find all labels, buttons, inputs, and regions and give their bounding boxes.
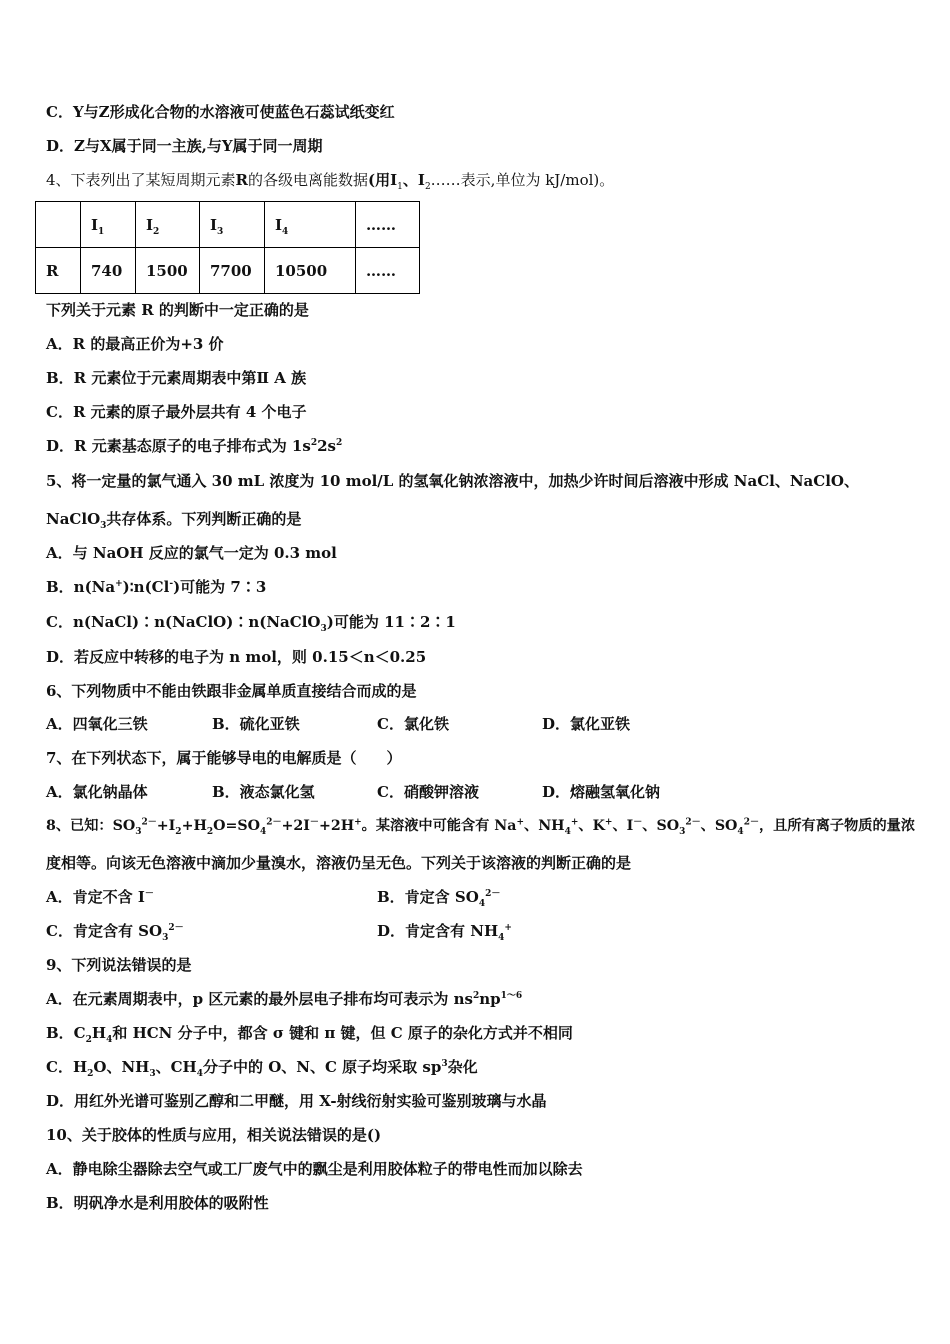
q8-stem-line2: 度相等。向该无色溶液中滴加少量溴水，溶液仍呈无色。下列关于该溶液的判断正确的是 — [46, 854, 632, 872]
q4-option-b[interactable]: B．R 元素位于元素周期表中第Ⅱ A 族 — [46, 369, 307, 387]
sup: + — [604, 817, 613, 828]
t: 、CH — [155, 1058, 197, 1076]
q6-option-a[interactable]: A．四氧化三铁 — [46, 715, 148, 733]
table-header-cell — [265, 202, 356, 248]
sub: 3 — [679, 826, 686, 837]
sub: 4 — [259, 826, 267, 837]
q6-stem: 6、下列物质中不能由铁跟非金属单质直接结合而成的是 — [46, 682, 417, 700]
sub: 4 — [737, 826, 744, 837]
q3-option-c[interactable]: C．Y与Z形成化合物的水溶液可使蓝色石蕊试纸变红 — [46, 103, 395, 121]
t: 分子中的 O、N、C 原子均采取 sp — [203, 1058, 442, 1076]
q5-option-a[interactable]: A．与 NaOH 反应的氯气一定为 0.3 mol — [46, 544, 337, 562]
q6-option-d[interactable]: D．氯化亚铁 — [542, 715, 631, 733]
sup: + — [115, 579, 123, 589]
t: +2I — [281, 818, 310, 834]
sub: 3 — [149, 1069, 156, 1079]
q4-stem-part: 、I — [402, 171, 425, 189]
q7-option-a[interactable]: A．氯化钠晶体 — [46, 783, 148, 801]
table-cell: 10500 — [265, 248, 356, 294]
t: B．C — [46, 1024, 86, 1042]
t: C．H — [46, 1058, 88, 1076]
sup: + — [504, 923, 512, 933]
sub: 4 — [106, 1035, 113, 1045]
q5-stem-text: 共存体系。下列判断正确的是 — [106, 510, 302, 528]
q4-question: 下列关于元素 R 的判断中一定正确的是 — [46, 301, 309, 319]
q5-stem-text: NaClO — [46, 510, 101, 528]
sup: 2－ — [685, 817, 701, 828]
t: +2H — [318, 818, 355, 834]
t: B．肯定含 SO — [377, 888, 479, 906]
q4-stem-sub: 1 — [397, 182, 403, 192]
t: 、NH — [524, 818, 565, 834]
sub: 2 — [175, 826, 182, 837]
table-row — [36, 248, 420, 294]
sub: 2 — [85, 1035, 92, 1045]
header-label: I — [275, 215, 283, 234]
sub: 3 — [320, 624, 327, 634]
table-header-cell: …… — [356, 202, 420, 248]
sub: 3 — [162, 933, 169, 943]
t: +I — [156, 818, 176, 834]
table-cell: R — [36, 248, 81, 294]
q4-stem-part: 的各级电离能数据 — [248, 171, 369, 189]
q7-option-b[interactable]: B．液态氯化氢 — [212, 783, 315, 801]
sup: － — [144, 889, 154, 899]
header-sub: 2 — [153, 226, 160, 237]
sup: 3 — [441, 1059, 448, 1069]
q8-stem-line1 — [46, 816, 916, 837]
t: C．肯定含有 SO — [46, 922, 163, 940]
q5-option-b-text: )∶n(Cl — [122, 578, 170, 596]
q9-option-d[interactable]: D．用红外光谱可鉴别乙醇和二甲醚，用 X-射线衍射实验可鉴别玻璃与水晶 — [46, 1092, 547, 1110]
q4-stem — [46, 170, 910, 190]
t: 、SO — [700, 818, 738, 834]
sub: 4 — [498, 933, 505, 943]
t: 、SO — [642, 818, 680, 834]
q5-option-c[interactable] — [46, 612, 910, 632]
table-header-cell — [81, 202, 136, 248]
q5-stem-line1: 5、将一定量的氯气通入 30 mL 浓度为 10 mol/L 的氢氧化钠浓溶液中，加热少许时间后溶液中形成 NaCl、NaClO、 — [46, 472, 859, 490]
q4-option-d-text: D．R 元素基态原子的电子排布式为 1s — [46, 437, 311, 455]
header-sub: 1 — [98, 226, 105, 237]
q4-stem-sub: 2 — [424, 182, 431, 192]
t: np — [479, 990, 501, 1008]
header-label: I — [91, 215, 99, 234]
t: A．在元素周期表中，p 区元素的最外层电子排布均可表示为 ns — [46, 990, 473, 1008]
q9-option-b[interactable] — [46, 1023, 910, 1043]
sup: + — [354, 817, 362, 828]
t: ，且所有离子物质的量浓 — [758, 818, 916, 834]
q10-stem: 10、关于胶体的性质与应用，相关说法错误的是() — [46, 1126, 382, 1144]
q4-stem-element: R — [235, 171, 249, 189]
table-cell: 740 — [81, 248, 136, 294]
t: 8、已知：SO — [46, 818, 136, 834]
table-cell: 7700 — [200, 248, 265, 294]
sup: 2－ — [141, 817, 157, 828]
q10-option-b[interactable]: B．明矾净水是利用胶体的吸附性 — [46, 1194, 269, 1212]
t: H — [91, 1024, 107, 1042]
sup: － — [309, 817, 319, 828]
q10-option-a[interactable]: A．静电除尘器除去空气或工厂废气中的飘尘是利用胶体粒子的带电性而加以除去 — [46, 1160, 583, 1178]
sup: 2 — [472, 991, 480, 1001]
q9-option-a[interactable] — [46, 989, 910, 1009]
q4-option-a[interactable]: A．R 的最高正价为+3 价 — [46, 335, 224, 353]
q7-option-c[interactable]: C．硝酸钾溶液 — [377, 783, 479, 801]
t: D．肯定含有 NH — [377, 922, 499, 940]
t: 、K — [578, 818, 605, 834]
header-label: I — [210, 215, 218, 234]
sup: - — [169, 579, 174, 589]
sup: 1～6 — [500, 991, 523, 1001]
q8-option-c[interactable] — [46, 921, 184, 941]
q8-option-b[interactable] — [377, 887, 500, 907]
q6-option-c[interactable]: C．氯化铁 — [377, 715, 449, 733]
q4-stem-part: (用 — [368, 171, 391, 189]
ionization-energy-table — [35, 201, 420, 294]
sub: 2 — [87, 1069, 94, 1079]
sub: 3 — [100, 521, 107, 531]
q8-option-a[interactable] — [46, 887, 154, 907]
sup: 2－ — [168, 923, 184, 933]
q8-option-d[interactable] — [377, 921, 512, 941]
sup: + — [516, 817, 524, 828]
sup: 2 — [310, 438, 318, 448]
sup: 2 — [335, 438, 343, 448]
q4-stem-part: I — [390, 171, 398, 189]
sup: 2－ — [266, 817, 282, 828]
q5-option-b[interactable] — [46, 577, 910, 597]
t: 杂化 — [447, 1058, 478, 1076]
q5-option-d[interactable]: D．若反应中转移的电子为 n mol，则 0.15＜n＜0.25 — [46, 648, 427, 666]
t: O、NH — [93, 1058, 150, 1076]
q4-option-c[interactable]: C．R 元素的原子最外层共有 4 个电子 — [46, 403, 307, 421]
t: O=SO — [213, 818, 260, 834]
q5-option-b-text: )可能为 7∶3 — [173, 578, 267, 596]
sub: 2 — [206, 826, 214, 837]
table-header-row — [36, 202, 420, 248]
sup: 2－ — [743, 817, 759, 828]
sup: + — [570, 817, 579, 828]
q4-option-d[interactable] — [46, 436, 910, 456]
q4-stem-part: ……表示,单位为 kJ/mol)。 — [430, 171, 615, 189]
sub: 4 — [478, 899, 486, 909]
table-header-cell — [36, 202, 81, 248]
sub: 3 — [135, 826, 142, 837]
sup: 2－ — [485, 889, 501, 899]
q5-option-b-text: B．n(Na — [46, 578, 116, 596]
table-header-cell — [200, 202, 265, 248]
table-cell: …… — [356, 248, 420, 294]
table-header-cell — [136, 202, 200, 248]
t: +H — [181, 818, 207, 834]
t: A．肯定不含 I — [46, 888, 145, 906]
q5-stem-line2 — [46, 509, 910, 529]
t: 。某溶液中可能含有 Na — [361, 818, 517, 834]
q9-stem: 9、下列说法错误的是 — [46, 956, 192, 974]
header-sub: 4 — [282, 226, 289, 237]
q7-option-d[interactable]: D．熔融氢氧化钠 — [542, 783, 661, 801]
t: 、I — [612, 818, 634, 834]
sub: 4 — [196, 1069, 203, 1079]
t: 和 HCN 分子中，都含 σ 键和 π 键，但 C 原子的杂化方式并不相同 — [112, 1024, 573, 1042]
q4-option-d-text: 2s — [317, 437, 336, 455]
table-cell: 1500 — [136, 248, 200, 294]
header-sub: 3 — [217, 226, 224, 237]
header-label: I — [146, 215, 154, 234]
q3-option-d[interactable]: D．Z与X属于同一主族,与Y属于同一周期 — [46, 137, 323, 155]
sub: 4 — [564, 826, 571, 837]
sup: － — [633, 817, 643, 828]
q5-option-c-text: )可能为 11∶2∶1 — [326, 613, 456, 631]
q7-stem: 7、在下列状态下，属于能够导电的电解质是（ ） — [46, 749, 402, 767]
q4-stem-part: 4、下表列出了某短周期元素 — [46, 171, 236, 189]
q9-option-c[interactable] — [46, 1057, 910, 1077]
q6-option-b[interactable]: B．硫化亚铁 — [212, 715, 300, 733]
q5-option-c-text: C．n(NaCl)∶n(NaClO)∶n(NaClO — [46, 613, 321, 631]
